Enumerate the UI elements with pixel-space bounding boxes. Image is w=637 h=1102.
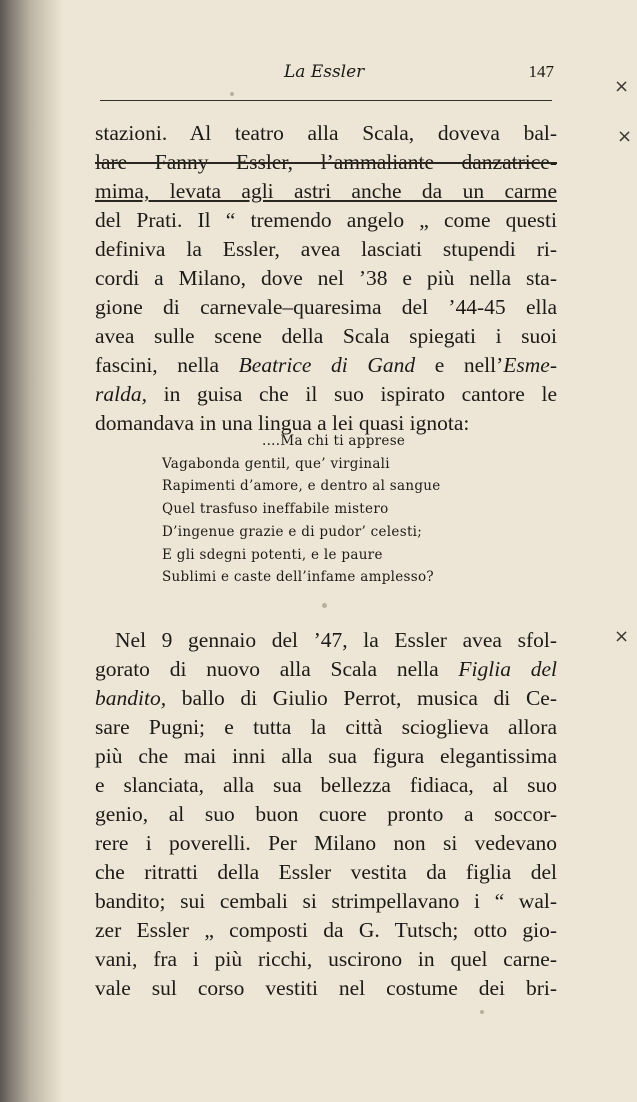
paragraph-1 (95, 119, 557, 438)
text-line: zer Essler „ composti da G. Tutsch; otto gio- (95, 918, 557, 942)
text-line: stazioni. Al teatro alla Scala, doveva bal- (95, 121, 557, 145)
verse-line: E gli sdegni potenti, e le paure (162, 546, 383, 563)
text-segment: gorato di nuovo alla Scala nella (95, 657, 459, 681)
text-segment: e nell’ (415, 353, 504, 377)
text-line: definiva la Essler, avea lasciati stupendi ri- (95, 237, 557, 261)
page-gutter-shadow (0, 0, 64, 1102)
verse-quotation (162, 430, 492, 589)
text-segment: ballo di Giulio Perrot, musica di Ce- (166, 686, 557, 710)
paper-foxing-spot (322, 603, 327, 608)
text-line: vani, fra i più ricchi, uscirono in quel carne- (95, 947, 557, 971)
text-segment: in guisa che il suo ispirato cantore le (146, 382, 557, 406)
text-line: sare Pugni; e tutta la città scioglieva allora (95, 715, 557, 739)
pencil-cross-mark: × (614, 626, 630, 647)
paragraph-2 (95, 626, 557, 1003)
ballet-title: Figlia del (458, 657, 557, 681)
text-line: lare Fanny Essler, l’ammaliante danzatrice- (95, 150, 557, 174)
text-line: domandava in una lingua a lei quasi ignota: (95, 411, 470, 435)
text-line (95, 684, 557, 713)
text-segment: fascini, nella (95, 353, 239, 377)
page-number: 147 (528, 62, 554, 81)
opera-title: ralda, (95, 382, 147, 406)
text-line: avea sulle scene della Scala spiegati i suoi (95, 324, 557, 348)
text-line: rere i poverelli. Per Milano non si vedevano (95, 831, 557, 855)
verse-line: Sublimi e caste dell’infame amplesso? (162, 569, 434, 586)
opera-title: Esme- (503, 353, 557, 377)
text-line: più che mai inni alla sua figura elegantissima (95, 744, 557, 768)
running-title: La Essler (284, 62, 365, 82)
text-line: cordi a Milano, dove nel ’38 e più nella sta- (95, 266, 557, 290)
text-line: Nel 9 gennaio del ’47, la Essler avea sfol- (115, 628, 557, 652)
text-line: gione di carnevale–quaresima del ’44-45 ella (95, 295, 557, 319)
ballet-title: bandito, (95, 686, 167, 710)
header-rule (100, 100, 552, 101)
verse-line: D’ingenue grazie e di pudor’ celesti; (162, 523, 423, 540)
text-line: vale sul corso vestiti nel costume dei bri- (95, 976, 557, 1000)
verse-line: ....Ma chi ti apprese (262, 433, 406, 449)
paper-foxing-spot (480, 1010, 484, 1014)
text-line: e slanciata, alla sua bellezza fidiaca, al suo (95, 773, 557, 797)
verse-line: Rapimenti d’amore, e dentro al sangue (162, 478, 441, 495)
verse-line: Quel trasfuso ineffabile mistero (162, 501, 389, 518)
verse-line: Vagabonda gentil, que’ virginali (162, 455, 390, 472)
text-line: che ritratti della Essler vestita da figlia del (95, 860, 557, 884)
text-line (95, 380, 557, 409)
pencil-cross-mark: × (617, 126, 633, 147)
text-line: bandito; sui cembali si strimpellavano i “ wal- (95, 889, 557, 913)
text-line (95, 655, 557, 684)
paper-foxing-spot (230, 92, 234, 96)
page-header (100, 62, 556, 86)
pencil-cross-mark: × (614, 76, 630, 97)
opera-title: Beatrice di Gand (238, 353, 416, 377)
text-line (95, 351, 557, 380)
text-line: del Prati. Il “ tremendo angelo „ come questi (95, 208, 557, 232)
text-line: mima, levata agli astri anche da un carme (95, 179, 557, 203)
text-line: genio, al suo buon cuore pronto a soccor- (95, 802, 557, 826)
